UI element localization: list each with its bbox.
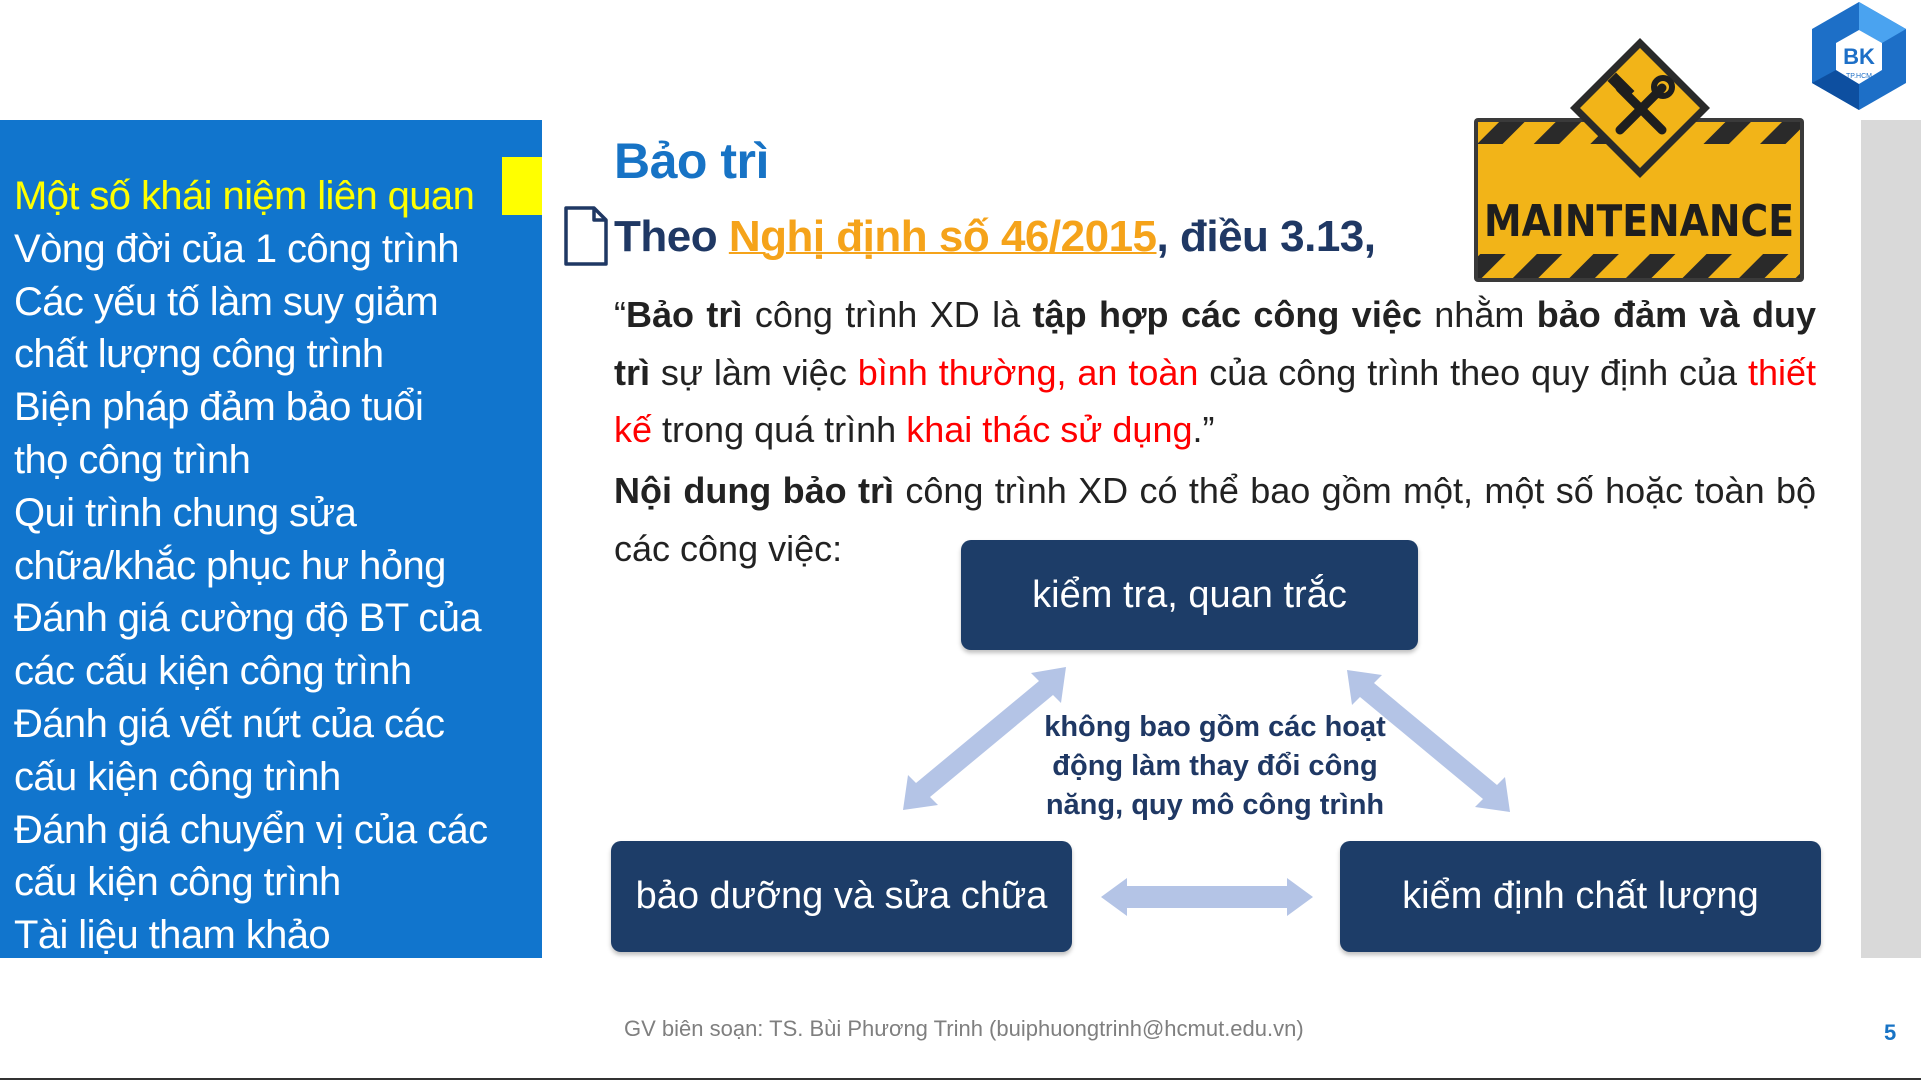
- law-link[interactable]: Nghị định số 46/2015: [728, 212, 1157, 261]
- quote-bold-3: bảo đảm và duy trì: [614, 294, 1817, 393]
- sidebar-item-cuong-do[interactable]: Đánh giá cường độ BT của: [14, 596, 482, 641]
- quote-bold-1: Bảo trì: [626, 294, 743, 335]
- footer-author: GV biên soạn: TS. Bùi Phương Trinh (buiphuongtrinh@hcmut.edu.vn): [624, 1016, 1304, 1041]
- diagram-note: không bao gồm các hoạt động làm thay đổi công năng, quy mô công trình: [1044, 711, 1386, 821]
- quote-red-1: bình thường, an toàn: [857, 351, 1199, 393]
- quote-bold-2: tập hợp các công việc: [1032, 294, 1422, 335]
- quote-red-2: thiết kế: [614, 351, 1816, 450]
- sidebar-item-suy-giam[interactable]: Các yếu tố làm suy giảm: [14, 279, 439, 324]
- law-prefix: Theo: [614, 212, 729, 261]
- quote-open: “: [614, 294, 626, 335]
- content-bold: Nội dung bảo trì: [614, 470, 894, 511]
- diagram-box-inspection: kiểm tra, quan trắc: [961, 540, 1418, 650]
- quote-text-4: của công trình theo quy định của: [1198, 351, 1748, 393]
- svg-text:BK: BK: [1843, 44, 1875, 69]
- sidebar-item-vong-doi[interactable]: Vòng đời của 1 công trình: [14, 226, 459, 271]
- quote-close: .”: [1192, 409, 1215, 450]
- svg-text:MAINTENANCE: MAINTENANCE: [1484, 196, 1794, 247]
- diagram-box-quality: kiểm định chất lượng: [1340, 841, 1821, 952]
- sidebar-item-cuong-do-cont[interactable]: các cấu kiện công trình: [14, 649, 412, 694]
- diagram-box-repair: bảo dưỡng và sửa chữa: [611, 841, 1072, 952]
- sidebar-item-qui-trinh-cont[interactable]: chữa/khắc phục hư hỏng: [14, 543, 446, 588]
- page-number: 5: [1884, 1020, 1897, 1045]
- sidebar-item-khai-niem[interactable]: Một số khái niệm liên quan: [14, 174, 475, 218]
- svg-text:TP.HCM: TP.HCM: [1846, 73, 1872, 80]
- sidebar-item-suy-giam-cont[interactable]: chất lượng công trình: [14, 332, 384, 377]
- sidebar-item-tuoi-tho-cont[interactable]: thọ công trình: [14, 437, 251, 482]
- sidebar-item-qui-trinh[interactable]: Qui trình chung sửa: [14, 490, 357, 535]
- law-suffix: , điều 3.13,: [1156, 212, 1376, 261]
- arrow-horizontal: [1101, 878, 1313, 916]
- quote-text-2: nhằm: [1421, 294, 1537, 335]
- sidebar-item-chuyen-vi-cont[interactable]: cấu kiện công trình: [14, 860, 341, 905]
- content-text: công trình XD có thể bao gồm một, một số hoặc toàn bộ các công việc:: [614, 470, 1816, 569]
- sidebar-item-tuoi-tho[interactable]: Biện pháp đảm bảo tuổi: [14, 385, 424, 430]
- quote-text-5: trong quá trình: [652, 409, 907, 450]
- sidebar-item-tai-lieu[interactable]: Tài liệu tham khảo: [14, 913, 331, 958]
- sidebar-item-vet-nut-cont[interactable]: cấu kiện công trình: [14, 754, 341, 799]
- quote-text-3: sự làm việc: [650, 351, 858, 393]
- bottom-divider: [0, 1078, 1921, 1080]
- slide-title: Bảo trì: [614, 133, 769, 189]
- quote-text-1: công trình XD là: [742, 294, 1033, 335]
- sidebar-item-vet-nut[interactable]: Đánh giá vết nứt của các: [14, 701, 445, 746]
- quote-red-3: khai thác sử dụng: [906, 409, 1193, 450]
- sidebar-item-chuyen-vi[interactable]: Đánh giá chuyển vị của các: [14, 807, 488, 852]
